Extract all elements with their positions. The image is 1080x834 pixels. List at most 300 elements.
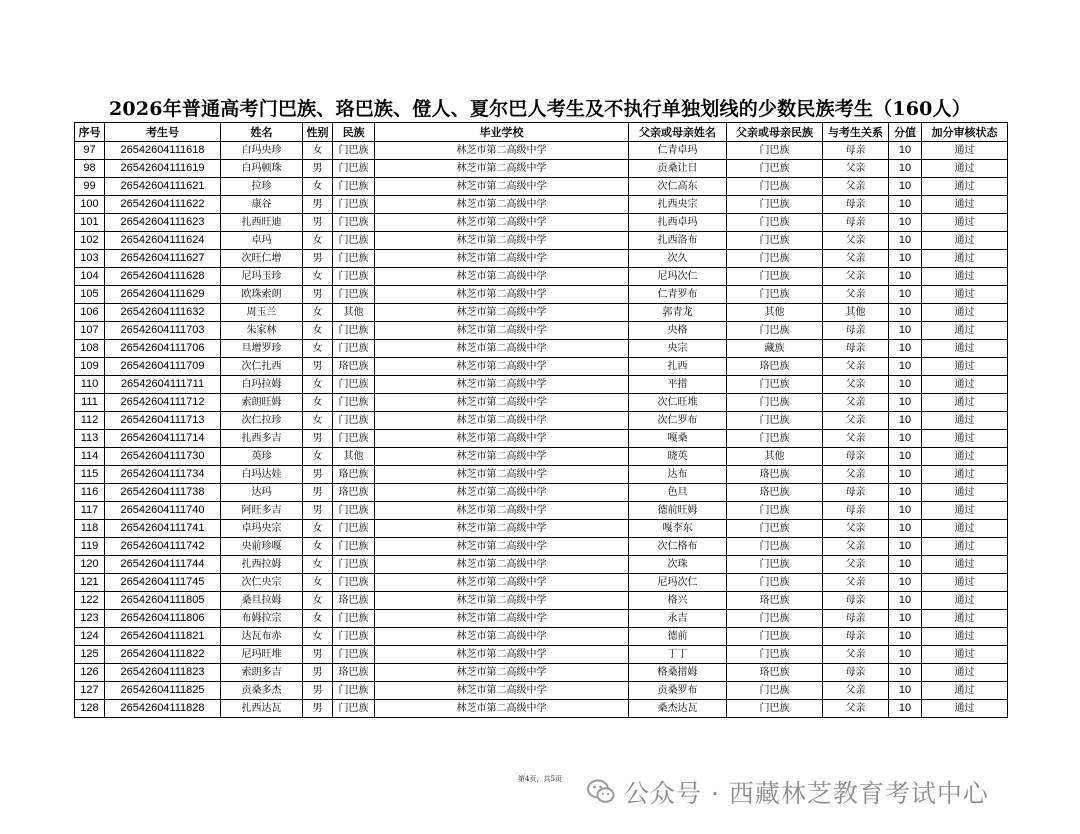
table-cell: 桑旦拉姆 — [221, 592, 303, 610]
column-header: 加分审核状态 — [922, 123, 1008, 142]
table-cell: 达布 — [629, 466, 727, 484]
table-cell: 门巴族 — [333, 628, 375, 646]
table-cell: 门巴族 — [727, 322, 823, 340]
table-cell: 115 — [75, 466, 105, 484]
table-cell: 26542604111742 — [105, 538, 221, 556]
table-cell: 10 — [889, 610, 922, 628]
table-cell: 德前旺姆 — [629, 502, 727, 520]
table-cell: 门巴族 — [333, 214, 375, 232]
table-cell: 通过 — [922, 520, 1008, 538]
table-cell: 次旺仁增 — [221, 250, 303, 268]
table-cell: 26542604111734 — [105, 466, 221, 484]
table-cell: 格桑措姆 — [629, 664, 727, 682]
table-row — [75, 556, 1008, 574]
table-cell: 26542604111828 — [105, 700, 221, 718]
table-cell: 10 — [889, 142, 922, 160]
table-cell: 通过 — [922, 484, 1008, 502]
table-cell: 26542604111740 — [105, 502, 221, 520]
table-cell: 林芝市第二高级中学 — [375, 268, 629, 286]
table-cell: 林芝市第二高级中学 — [375, 628, 629, 646]
table-cell: 次仁旺堆 — [629, 394, 727, 412]
table-cell: 26542604111744 — [105, 556, 221, 574]
table-cell: 128 — [75, 700, 105, 718]
table-cell: 门巴族 — [727, 250, 823, 268]
table-cell: 门巴族 — [333, 556, 375, 574]
table-cell: 26542604111709 — [105, 358, 221, 376]
table-cell: 门巴族 — [333, 574, 375, 592]
candidate-table — [74, 122, 1008, 718]
table-cell: 10 — [889, 448, 922, 466]
table-cell: 门巴族 — [727, 502, 823, 520]
table-cell: 索朗旺姆 — [221, 394, 303, 412]
table-row — [75, 520, 1008, 538]
table-cell: 通过 — [922, 628, 1008, 646]
table-row — [75, 448, 1008, 466]
table-cell: 10 — [889, 304, 922, 322]
table-cell: 父亲 — [823, 376, 889, 394]
table-cell: 26542604111806 — [105, 610, 221, 628]
table-cell: 通过 — [922, 466, 1008, 484]
table-cell: 央前珍嘎 — [221, 538, 303, 556]
table-cell: 父亲 — [823, 646, 889, 664]
table-cell: 门巴族 — [333, 160, 375, 178]
table-row — [75, 232, 1008, 250]
table-cell: 通过 — [922, 592, 1008, 610]
table-cell: 108 — [75, 340, 105, 358]
table-cell: 男 — [303, 466, 333, 484]
table-cell: 白玛拉姆 — [221, 376, 303, 394]
table-cell: 99 — [75, 178, 105, 196]
table-cell: 次仁拉珍 — [221, 412, 303, 430]
table-cell: 林芝市第二高级中学 — [375, 466, 629, 484]
table-cell: 林芝市第二高级中学 — [375, 412, 629, 430]
table-cell: 通过 — [922, 682, 1008, 700]
table-cell: 女 — [303, 232, 333, 250]
table-cell: 通过 — [922, 610, 1008, 628]
table-cell: 英珍 — [221, 448, 303, 466]
table-cell: 达玛 — [221, 484, 303, 502]
table-cell: 央宗 — [629, 340, 727, 358]
column-header: 分值 — [889, 123, 922, 142]
table-cell: 门巴族 — [727, 178, 823, 196]
table-cell: 109 — [75, 358, 105, 376]
table-cell: 门巴族 — [727, 700, 823, 718]
table-cell: 林芝市第二高级中学 — [375, 700, 629, 718]
document-title: 2026年普通高考门巴族、珞巴族、僜人、夏尔巴人考生及不执行单独划线的少数民族考生（160人） — [109, 98, 971, 120]
table-cell: 色旦 — [629, 484, 727, 502]
table-cell: 通过 — [922, 646, 1008, 664]
column-header: 序号 — [75, 123, 105, 142]
table-cell: 26542604111711 — [105, 376, 221, 394]
table-cell: 通过 — [922, 322, 1008, 340]
table-cell: 林芝市第二高级中学 — [375, 196, 629, 214]
table-cell: 26542604111619 — [105, 160, 221, 178]
table-cell: 其他 — [333, 448, 375, 466]
table-cell: 父亲 — [823, 574, 889, 592]
table-cell: 通过 — [922, 376, 1008, 394]
table-row — [75, 592, 1008, 610]
table-cell: 通过 — [922, 502, 1008, 520]
table-cell: 珞巴族 — [333, 592, 375, 610]
table-cell: 26542604111622 — [105, 196, 221, 214]
table-cell: 永吉 — [629, 610, 727, 628]
table-cell: 121 — [75, 574, 105, 592]
table-cell: 门巴族 — [333, 538, 375, 556]
table-cell: 26542604111821 — [105, 628, 221, 646]
table-cell: 门巴族 — [333, 250, 375, 268]
table-cell: 26542604111738 — [105, 484, 221, 502]
table-cell: 男 — [303, 700, 333, 718]
watermark-text: 公众号 · 西藏林芝教育考试中心 — [624, 779, 989, 808]
table-cell: 母亲 — [823, 448, 889, 466]
table-cell: 男 — [303, 646, 333, 664]
table-cell: 门巴族 — [333, 142, 375, 160]
table-cell: 尼玛玉珍 — [221, 268, 303, 286]
table-cell: 央格 — [629, 322, 727, 340]
table-cell: 贡桑让日 — [629, 160, 727, 178]
table-cell: 107 — [75, 322, 105, 340]
table-cell: 门巴族 — [727, 628, 823, 646]
table-cell: 117 — [75, 502, 105, 520]
table-cell: 104 — [75, 268, 105, 286]
table-row — [75, 484, 1008, 502]
table-cell: 母亲 — [823, 142, 889, 160]
table-cell: 次仁格布 — [629, 538, 727, 556]
table-cell: 26542604111703 — [105, 322, 221, 340]
table-cell: 男 — [303, 196, 333, 214]
table-cell: 男 — [303, 214, 333, 232]
table-cell: 男 — [303, 358, 333, 376]
table-cell: 尼玛次仁 — [629, 574, 727, 592]
table-row — [75, 664, 1008, 682]
table-cell: 嘎桑 — [629, 430, 727, 448]
column-header: 姓名 — [221, 123, 303, 142]
table-cell: 林芝市第二高级中学 — [375, 556, 629, 574]
table-cell: 门巴族 — [333, 178, 375, 196]
table-cell: 朱家林 — [221, 322, 303, 340]
table-cell: 阿旺多吉 — [221, 502, 303, 520]
table-cell: 通过 — [922, 214, 1008, 232]
table-cell: 尼玛次仁 — [629, 268, 727, 286]
table-cell: 10 — [889, 664, 922, 682]
table-cell: 10 — [889, 520, 922, 538]
table-cell: 林芝市第二高级中学 — [375, 484, 629, 502]
table-cell: 124 — [75, 628, 105, 646]
table-cell: 10 — [889, 286, 922, 304]
table-cell: 103 — [75, 250, 105, 268]
table-cell: 26542604111618 — [105, 142, 221, 160]
page-number: 第4页，共5页 — [518, 775, 562, 783]
table-cell: 门巴族 — [727, 160, 823, 178]
table-row — [75, 340, 1008, 358]
table-cell: 女 — [303, 520, 333, 538]
table-cell: 通过 — [922, 160, 1008, 178]
table-cell: 母亲 — [823, 196, 889, 214]
table-cell: 106 — [75, 304, 105, 322]
table-cell: 26542604111623 — [105, 214, 221, 232]
table-cell: 卓玛央宗 — [221, 520, 303, 538]
table-cell: 10 — [889, 268, 922, 286]
table-cell: 女 — [303, 340, 333, 358]
table-cell: 116 — [75, 484, 105, 502]
table-cell: 通过 — [922, 538, 1008, 556]
table-cell: 26542604111741 — [105, 520, 221, 538]
table-cell: 德前 — [629, 628, 727, 646]
table-cell: 女 — [303, 574, 333, 592]
table-cell: 女 — [303, 268, 333, 286]
table-cell: 10 — [889, 556, 922, 574]
table-cell: 通过 — [922, 394, 1008, 412]
table-cell: 通过 — [922, 232, 1008, 250]
table-cell: 112 — [75, 412, 105, 430]
table-cell: 父亲 — [823, 538, 889, 556]
table-cell: 女 — [303, 412, 333, 430]
table-cell: 10 — [889, 484, 922, 502]
table-cell: 门巴族 — [727, 430, 823, 448]
table-cell: 10 — [889, 232, 922, 250]
table-cell: 父亲 — [823, 286, 889, 304]
table-cell: 26542604111632 — [105, 304, 221, 322]
table-cell: 林芝市第二高级中学 — [375, 304, 629, 322]
table-cell: 26542604111730 — [105, 448, 221, 466]
table-row — [75, 304, 1008, 322]
table-cell: 仁青卓玛 — [629, 142, 727, 160]
table-cell: 10 — [889, 538, 922, 556]
table-cell: 98 — [75, 160, 105, 178]
table-row — [75, 286, 1008, 304]
table-cell: 母亲 — [823, 610, 889, 628]
table-cell: 林芝市第二高级中学 — [375, 664, 629, 682]
table-cell: 母亲 — [823, 484, 889, 502]
table-cell: 藏族 — [727, 340, 823, 358]
table-row — [75, 700, 1008, 718]
table-cell: 26542604111629 — [105, 286, 221, 304]
table-cell: 林芝市第二高级中学 — [375, 394, 629, 412]
table-cell: 珞巴族 — [333, 358, 375, 376]
table-row — [75, 628, 1008, 646]
table-cell: 达瓦布赤 — [221, 628, 303, 646]
table-cell: 10 — [889, 592, 922, 610]
table-cell: 100 — [75, 196, 105, 214]
table-cell: 通过 — [922, 304, 1008, 322]
table-cell: 118 — [75, 520, 105, 538]
table-cell: 林芝市第二高级中学 — [375, 178, 629, 196]
table-cell: 旦增罗珍 — [221, 340, 303, 358]
table-cell: 珞巴族 — [727, 664, 823, 682]
table-cell: 通过 — [922, 178, 1008, 196]
table-cell: 父亲 — [823, 520, 889, 538]
table-cell: 女 — [303, 394, 333, 412]
table-cell: 女 — [303, 592, 333, 610]
table-cell: 父亲 — [823, 700, 889, 718]
table-cell: 其他 — [823, 304, 889, 322]
table-cell: 母亲 — [823, 340, 889, 358]
table-cell: 通过 — [922, 556, 1008, 574]
table-cell: 珞巴族 — [333, 484, 375, 502]
table-row — [75, 682, 1008, 700]
table-cell: 贡桑多杰 — [221, 682, 303, 700]
table-cell: 10 — [889, 466, 922, 484]
table-cell: 其他 — [333, 304, 375, 322]
table-cell: 26542604111624 — [105, 232, 221, 250]
table-cell: 其他 — [727, 448, 823, 466]
table-cell: 父亲 — [823, 268, 889, 286]
table-cell: 10 — [889, 700, 922, 718]
table-cell: 通过 — [922, 142, 1008, 160]
table-cell: 97 — [75, 142, 105, 160]
table-cell: 通过 — [922, 574, 1008, 592]
table-cell: 白玛顿珠 — [221, 160, 303, 178]
table-cell: 珞巴族 — [333, 466, 375, 484]
table-cell: 林芝市第二高级中学 — [375, 286, 629, 304]
table-cell: 女 — [303, 610, 333, 628]
table-cell: 门巴族 — [333, 196, 375, 214]
table-cell: 通过 — [922, 340, 1008, 358]
table-cell: 女 — [303, 304, 333, 322]
table-cell: 26542604111745 — [105, 574, 221, 592]
table-cell: 门巴族 — [333, 340, 375, 358]
table-row — [75, 214, 1008, 232]
table-cell: 父亲 — [823, 394, 889, 412]
table-cell: 丁丁 — [629, 646, 727, 664]
table-cell: 白玛央珍 — [221, 142, 303, 160]
table-cell: 门巴族 — [727, 610, 823, 628]
table-cell: 26542604111712 — [105, 394, 221, 412]
table-cell: 120 — [75, 556, 105, 574]
column-header: 民族 — [333, 123, 375, 142]
table-cell: 10 — [889, 502, 922, 520]
table-cell: 扎西央宗 — [629, 196, 727, 214]
table-cell: 门巴族 — [727, 520, 823, 538]
table-cell: 26542604111713 — [105, 412, 221, 430]
table-cell: 10 — [889, 628, 922, 646]
table-row — [75, 178, 1008, 196]
table-cell: 次仁高东 — [629, 178, 727, 196]
table-cell: 126 — [75, 664, 105, 682]
table-cell: 母亲 — [823, 322, 889, 340]
table-cell: 林芝市第二高级中学 — [375, 646, 629, 664]
table-cell: 26542604111822 — [105, 646, 221, 664]
table-cell: 10 — [889, 574, 922, 592]
table-cell: 26542604111628 — [105, 268, 221, 286]
table-cell: 门巴族 — [333, 502, 375, 520]
table-cell: 10 — [889, 178, 922, 196]
table-cell: 周玉兰 — [221, 304, 303, 322]
table-cell: 珞巴族 — [333, 664, 375, 682]
table-cell: 父亲 — [823, 430, 889, 448]
table-cell: 通过 — [922, 196, 1008, 214]
column-header: 毕业学校 — [375, 123, 629, 142]
table-cell: 男 — [303, 484, 333, 502]
table-cell: 男 — [303, 664, 333, 682]
table-cell: 白玛达娃 — [221, 466, 303, 484]
table-cell: 林芝市第二高级中学 — [375, 340, 629, 358]
table-cell: 女 — [303, 556, 333, 574]
table-cell: 母亲 — [823, 592, 889, 610]
table-cell: 扎西洛布 — [629, 232, 727, 250]
table-cell: 珞巴族 — [727, 484, 823, 502]
table-cell: 门巴族 — [333, 520, 375, 538]
table-cell: 男 — [303, 160, 333, 178]
table-cell: 次珠 — [629, 556, 727, 574]
table-cell: 父亲 — [823, 358, 889, 376]
table-cell: 125 — [75, 646, 105, 664]
table-cell: 父亲 — [823, 412, 889, 430]
table-cell: 门巴族 — [333, 268, 375, 286]
table-cell: 父亲 — [823, 160, 889, 178]
table-cell: 仁青罗布 — [629, 286, 727, 304]
table-cell: 门巴族 — [333, 286, 375, 304]
column-header: 父亲或母亲民族 — [727, 123, 823, 142]
table-cell: 通过 — [922, 250, 1008, 268]
table-cell: 114 — [75, 448, 105, 466]
table-cell: 欧珠索朗 — [221, 286, 303, 304]
table-cell: 扎西 — [629, 358, 727, 376]
table-cell: 127 — [75, 682, 105, 700]
table-cell: 林芝市第二高级中学 — [375, 376, 629, 394]
table-row — [75, 466, 1008, 484]
table-cell: 林芝市第二高级中学 — [375, 142, 629, 160]
table-header-row — [75, 123, 1008, 142]
table-cell: 门巴族 — [727, 646, 823, 664]
table-row — [75, 430, 1008, 448]
table-cell: 父亲 — [823, 178, 889, 196]
table-cell: 门巴族 — [727, 142, 823, 160]
table-cell: 通过 — [922, 448, 1008, 466]
column-header: 父亲或母亲姓名 — [629, 123, 727, 142]
table-cell: 门巴族 — [333, 610, 375, 628]
table-cell: 布姆拉宗 — [221, 610, 303, 628]
table-cell: 扎西卓玛 — [629, 214, 727, 232]
table-cell: 男 — [303, 502, 333, 520]
table-cell: 通过 — [922, 664, 1008, 682]
table-cell: 111 — [75, 394, 105, 412]
table-cell: 102 — [75, 232, 105, 250]
table-row — [75, 142, 1008, 160]
table-cell: 母亲 — [823, 628, 889, 646]
table-cell: 林芝市第二高级中学 — [375, 430, 629, 448]
table-row — [75, 646, 1008, 664]
table-cell: 通过 — [922, 358, 1008, 376]
table-cell: 卓玛 — [221, 232, 303, 250]
table-cell: 次久 — [629, 250, 727, 268]
table-cell: 父亲 — [823, 682, 889, 700]
table-cell: 通过 — [922, 430, 1008, 448]
table-cell: 其他 — [727, 304, 823, 322]
table-cell: 10 — [889, 250, 922, 268]
table-row — [75, 250, 1008, 268]
table-cell: 门巴族 — [333, 682, 375, 700]
table-cell: 门巴族 — [727, 286, 823, 304]
table-cell: 门巴族 — [727, 376, 823, 394]
table-cell: 26542604111823 — [105, 664, 221, 682]
table-cell: 扎西多吉 — [221, 430, 303, 448]
table-cell: 林芝市第二高级中学 — [375, 232, 629, 250]
table-cell: 26542604111627 — [105, 250, 221, 268]
table-cell: 女 — [303, 628, 333, 646]
table-cell: 男 — [303, 430, 333, 448]
table-row — [75, 574, 1008, 592]
table-cell: 父亲 — [823, 250, 889, 268]
table-row — [75, 196, 1008, 214]
table-cell: 次仁扎西 — [221, 358, 303, 376]
table-cell: 门巴族 — [727, 412, 823, 430]
table-cell: 26542604111706 — [105, 340, 221, 358]
table-cell: 林芝市第二高级中学 — [375, 538, 629, 556]
table-cell: 康谷 — [221, 196, 303, 214]
table-cell: 格兴 — [629, 592, 727, 610]
column-header: 性别 — [303, 123, 333, 142]
